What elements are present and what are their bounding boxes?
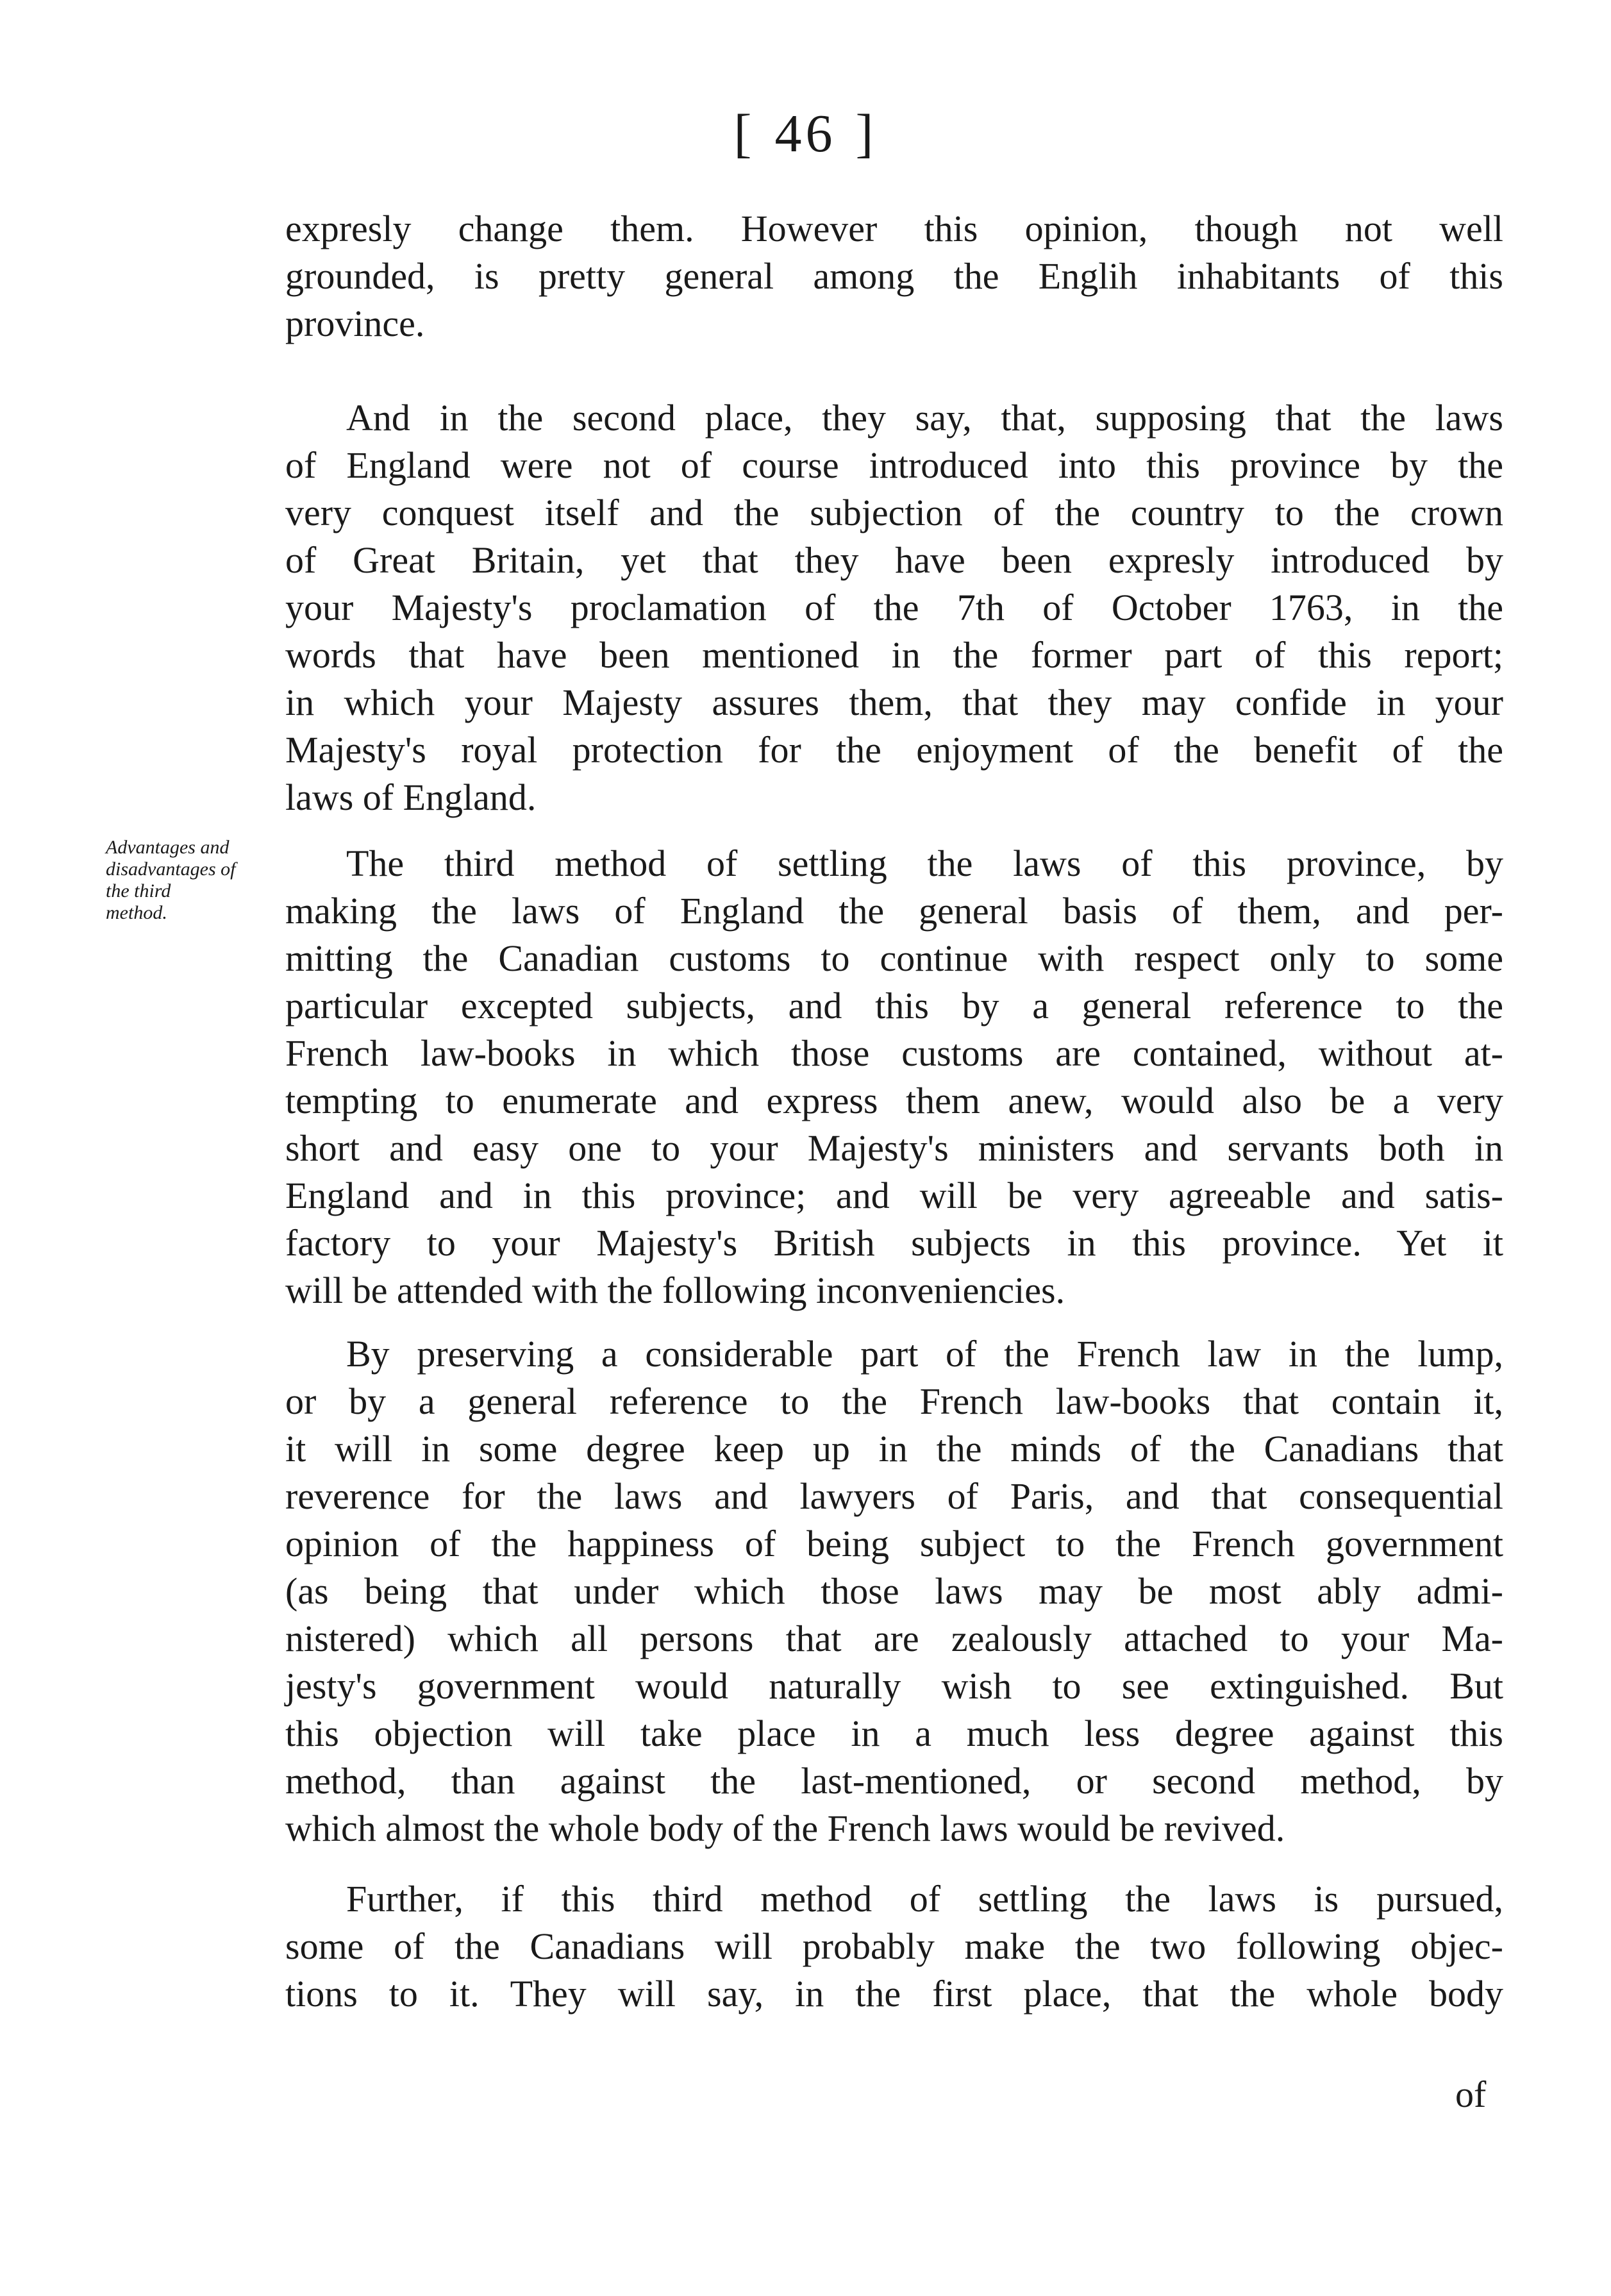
margin-note-line: Advantages and xyxy=(106,837,230,858)
text-line: French law-books in which those customs are contained, without at- xyxy=(285,1032,1503,1074)
text-line: tions to it. They will say, in the first place, that the whole body xyxy=(285,1973,1503,2015)
text-line: expresly change them. However this opinion, though not well xyxy=(285,208,1503,249)
text-line: method, than against the last-mentioned, or second method, by xyxy=(285,1760,1503,1802)
text-line: particular excepted subjects, and this by a general reference to the xyxy=(285,985,1503,1026)
page-number: 46 xyxy=(774,104,837,163)
text-line: Further, if this third method of settling the laws is pursued, xyxy=(346,1878,1503,1920)
paragraph-1 xyxy=(285,205,1503,348)
text-line: of England were not of course introduced into this province by the xyxy=(285,444,1503,486)
text-line: factory to your Majesty's British subjects in this province. Yet it xyxy=(285,1222,1503,1264)
text-line: jesty's government would naturally wish to see extinguished. But xyxy=(285,1665,1503,1707)
text-line: province. xyxy=(285,303,425,344)
paragraph-2 xyxy=(285,394,1503,821)
text-line: it will in some degree keep up in the minds of the Canadians that xyxy=(285,1428,1503,1470)
text-line: this objection will take place in a much less degree against this xyxy=(285,1713,1503,1754)
text-line: Majesty's royal protection for the enjoyment of the benefit of the xyxy=(285,729,1503,771)
catchword: of xyxy=(1455,2074,1487,2115)
margin-note xyxy=(106,837,285,924)
text-line: mitting the Canadian customs to continue with respect only to some xyxy=(285,937,1503,979)
paragraph-3 xyxy=(285,840,1503,1314)
text-line: By preserving a considerable part of the French law in the lump, xyxy=(346,1333,1503,1375)
paragraph-5 xyxy=(285,1875,1503,2018)
text-line: reverence for the laws and lawyers of Paris, and that consequential xyxy=(285,1475,1503,1517)
text-line: will be attended with the following inconveniencies. xyxy=(285,1270,1065,1311)
text-line: And in the second place, they say, that, supposing that the laws xyxy=(346,397,1503,439)
text-line: which almost the whole body of the French laws would be revived. xyxy=(285,1807,1285,1849)
text-line: making the laws of England the general basis of them, and per- xyxy=(285,890,1503,932)
text-line: or by a general reference to the French law-books that contain it, xyxy=(285,1380,1503,1422)
text-line: of Great Britain, yet that they have been expresly introduced by xyxy=(285,539,1503,581)
text-line: nistered) which all persons that are zealously attached to your Ma- xyxy=(285,1618,1503,1659)
margin-note-line: the third xyxy=(106,880,171,901)
text-line: very conquest itself and the subjection of the country to the crown xyxy=(285,492,1503,533)
text-line: short and easy one to your Majesty's ministers and servants both in xyxy=(285,1127,1503,1169)
text-line: laws of England. xyxy=(285,776,537,818)
text-line: your Majesty's proclamation of the 7th of October 1763, in the xyxy=(285,587,1503,628)
text-line: tempting to enumerate and express them anew, would also be a very xyxy=(285,1080,1503,1121)
text-line: opinion of the happiness of being subject to the French government xyxy=(285,1523,1503,1564)
text-line: in which your Majesty assures them, that they may confide in your xyxy=(285,682,1503,723)
text-line: (as being that under which those laws may be most ably admi- xyxy=(285,1570,1503,1612)
close-bracket: ] xyxy=(855,104,878,163)
paragraph-4 xyxy=(285,1330,1503,1852)
text-line: grounded, is pretty general among the Englih inhabitants of this xyxy=(285,255,1503,297)
margin-note-line: method. xyxy=(106,902,167,923)
page-header xyxy=(0,103,1611,165)
text-line: words that have been mentioned in the former part of this report; xyxy=(285,634,1503,676)
margin-note-line: disadvantages of xyxy=(106,859,236,880)
text-line: The third method of settling the laws of this province, by xyxy=(346,842,1503,884)
text-line: some of the Canadians will probably make the two following objec- xyxy=(285,1925,1503,1967)
text-line: England and in this province; and will be very agreeable and satis- xyxy=(285,1175,1503,1216)
open-bracket: [ xyxy=(733,104,756,163)
